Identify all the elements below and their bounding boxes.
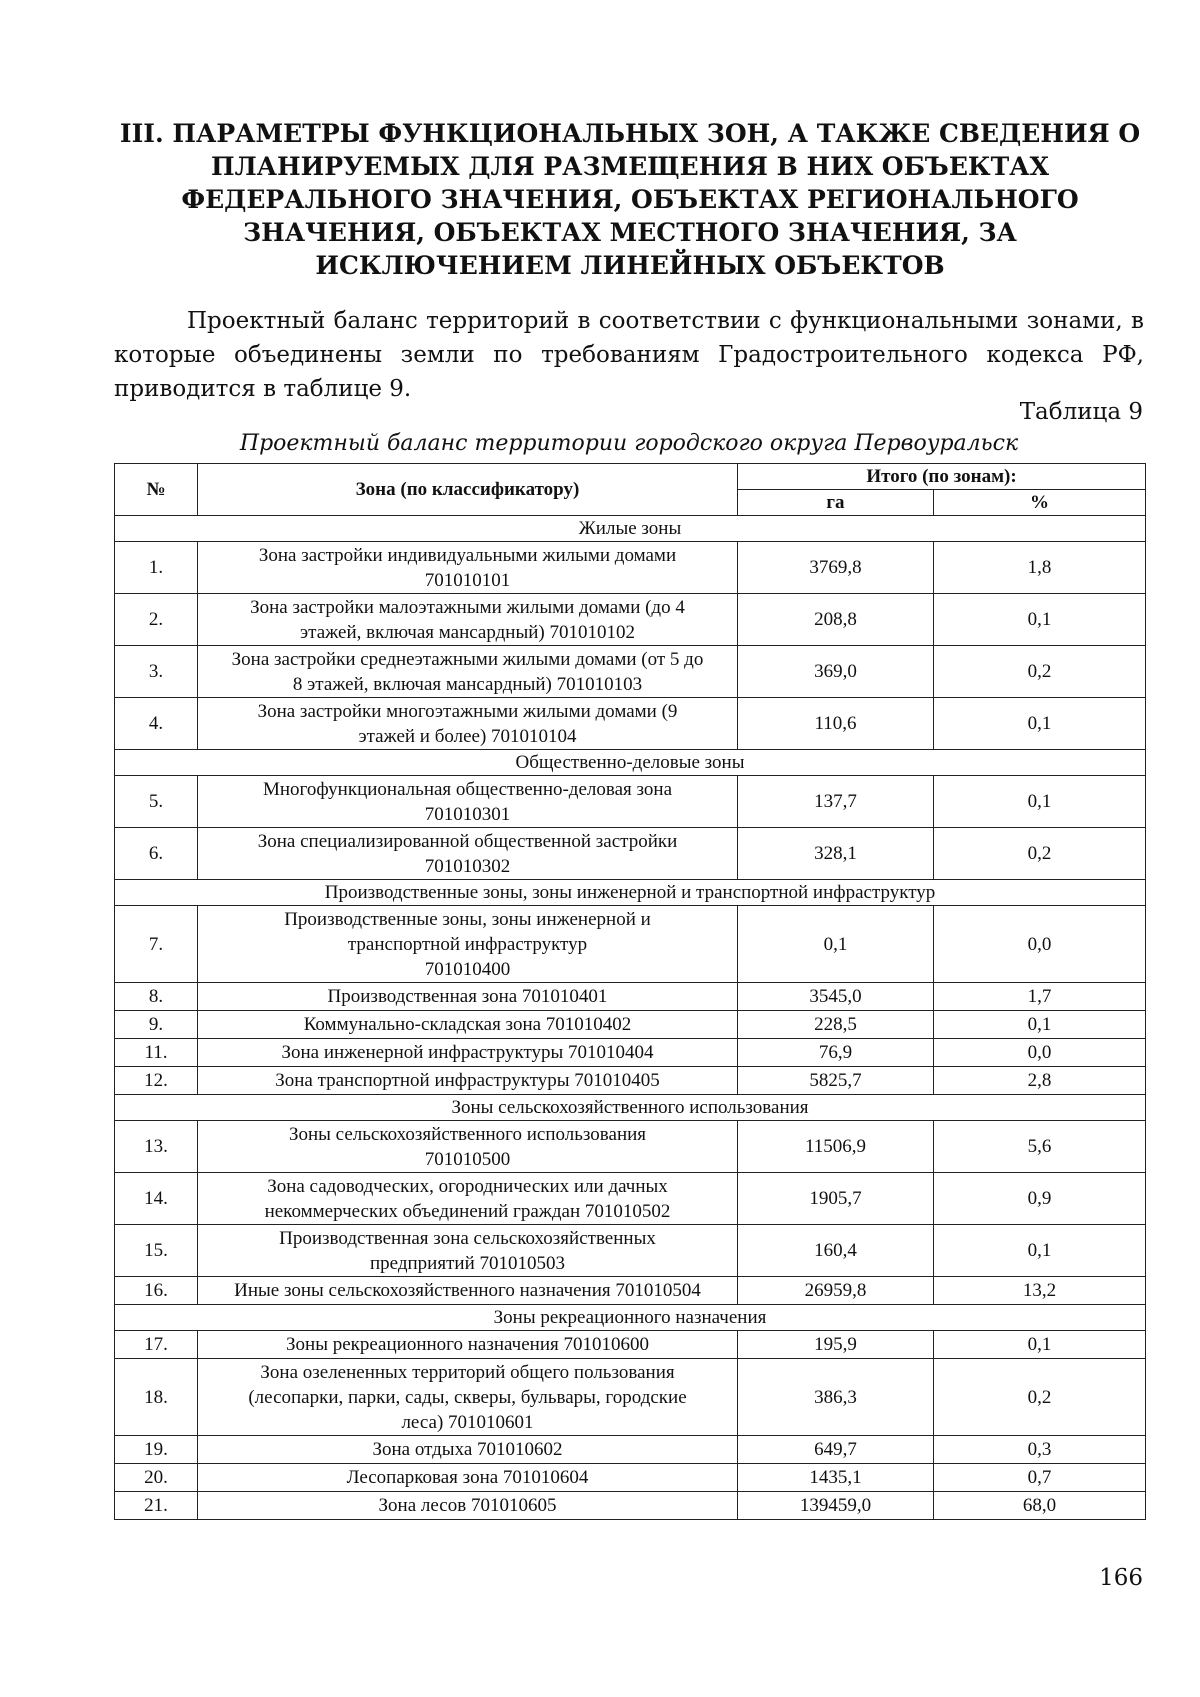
cell-num: 16.: [115, 1277, 198, 1305]
cell-num: 9.: [115, 1011, 198, 1039]
cell-zone: [198, 906, 738, 983]
zone-line: (лесопарки, парки, сады, скверы, бульвары, городские: [248, 1386, 687, 1408]
table-row: [115, 1492, 1146, 1520]
heading-line: ПЛАНИРУЕМЫХ ДЛЯ РАЗМЕЩЕНИЯ В НИХ ОБЪЕКТАХ: [210, 152, 1050, 181]
table-row: [115, 1359, 1146, 1436]
table-row: [115, 1464, 1146, 1492]
table-row: [115, 1121, 1146, 1173]
zone-line: 8 этажей, включая мансардный) 701010103: [292, 673, 643, 695]
zone-line: предприятий 701010503: [370, 1252, 565, 1274]
header-total: Итого (по зонам):: [738, 464, 1146, 490]
cell-ha: 328,1: [738, 828, 934, 880]
cell-pct: 2,8: [934, 1067, 1146, 1095]
cell-pct: 0,1: [934, 698, 1146, 750]
table-row: [115, 828, 1146, 880]
section-row: [115, 516, 1146, 542]
cell-ha: 208,8: [738, 594, 934, 646]
cell-num: 5.: [115, 776, 198, 828]
table-row: [115, 1173, 1146, 1225]
cell-num: 2.: [115, 594, 198, 646]
table-row: [115, 776, 1146, 828]
cell-ha: 5825,7: [738, 1067, 934, 1095]
cell-ha: 26959,8: [738, 1277, 934, 1305]
cell-zone: [198, 1173, 738, 1225]
zone-line: этажей, включая мансардный) 701010102: [300, 621, 635, 643]
cell-zone: [198, 776, 738, 828]
cell-zone: Зона отдыха 701010602: [198, 1436, 738, 1464]
cell-ha: 386,3: [738, 1359, 934, 1436]
zone-line: леса) 701010601: [401, 1411, 534, 1433]
heading-line: ЗНАЧЕНИЯ, ОБЪЕКТАХ МЕСТНОГО ЗНАЧЕНИЯ, ЗА: [243, 218, 1017, 247]
cell-num: 8.: [115, 983, 198, 1011]
cell-zone: Коммунально-складская зона 701010402: [198, 1011, 738, 1039]
zone-line: транспортной инфраструктур: [347, 933, 588, 955]
table-label: Таблица 9: [1019, 399, 1143, 425]
table-row: [115, 1331, 1146, 1359]
section-title: Жилые зоны: [115, 516, 1146, 542]
table-row: [115, 1067, 1146, 1095]
cell-zone: [198, 542, 738, 594]
cell-num: 14.: [115, 1173, 198, 1225]
zone-line: Многофункциональная общественно-деловая зона: [262, 778, 673, 800]
table-row: [115, 1277, 1146, 1305]
cell-num: 1.: [115, 542, 198, 594]
table-row: [115, 1039, 1146, 1067]
cell-num: 13.: [115, 1121, 198, 1173]
section-title: Общественно-деловые зоны: [115, 750, 1146, 776]
zone-line: Зоны сельскохозяйственного использования: [288, 1123, 647, 1145]
zone-line: 701010301: [424, 803, 511, 825]
section-row: [115, 750, 1146, 776]
cell-zone: Зона лесов 701010605: [198, 1492, 738, 1520]
zone-line: Зона застройки малоэтажными жилыми домами (до 4: [250, 596, 685, 618]
cell-pct: 0,0: [934, 1039, 1146, 1067]
cell-pct: 1,8: [934, 542, 1146, 594]
zone-line: Зона застройки индивидуальными жилыми домами: [258, 544, 677, 566]
cell-ha: 110,6: [738, 698, 934, 750]
section-row: [115, 1095, 1146, 1121]
cell-num: 7.: [115, 906, 198, 983]
cell-zone: [198, 698, 738, 750]
heading-line: ИСКЛЮЧЕНИЕМ ЛИНЕЙНЫХ ОБЪЕКТОВ: [315, 251, 945, 280]
cell-pct: 0,1: [934, 776, 1146, 828]
cell-pct: 5,6: [934, 1121, 1146, 1173]
cell-ha: 0,1: [738, 906, 934, 983]
cell-zone: [198, 828, 738, 880]
table-header-row: [115, 464, 1146, 490]
table-row: [115, 1436, 1146, 1464]
cell-pct: 0,1: [934, 1011, 1146, 1039]
cell-zone: Зона инженерной инфраструктуры 701010404: [198, 1039, 738, 1067]
cell-ha: 1905,7: [738, 1173, 934, 1225]
cell-zone: [198, 594, 738, 646]
zone-line: Зона специализированной общественной застройки: [257, 830, 678, 852]
table-row: [115, 1011, 1146, 1039]
cell-ha: 369,0: [738, 646, 934, 698]
cell-num: 6.: [115, 828, 198, 880]
cell-ha: 649,7: [738, 1436, 934, 1464]
cell-num: 21.: [115, 1492, 198, 1520]
table-row: [115, 646, 1146, 698]
cell-pct: 0,9: [934, 1173, 1146, 1225]
page-number: 166: [1099, 1565, 1143, 1591]
cell-num: 4.: [115, 698, 198, 750]
cell-num: 20.: [115, 1464, 198, 1492]
header-num: №: [115, 464, 198, 516]
cell-ha: 137,7: [738, 776, 934, 828]
table-row: [115, 594, 1146, 646]
table-row: [115, 542, 1146, 594]
cell-num: 11.: [115, 1039, 198, 1067]
header-pct: %: [934, 490, 1146, 516]
zone-line: Производственная зона сельскохозяйственных: [279, 1227, 656, 1249]
intro-paragraph: Проектный баланс территорий в соответствии с функциональными зонами, в которые объединены земли по требованиям Градостроительного кодекса РФ, приводится в таблице 9.: [114, 308, 1144, 402]
cell-pct: 0,2: [934, 1359, 1146, 1436]
cell-zone: Иные зоны сельскохозяйственного назначения 701010504: [198, 1277, 738, 1305]
section-title: Производственные зоны, зоны инженерной и транспортной инфраструктур: [115, 880, 1146, 906]
cell-pct: 1,7: [934, 983, 1146, 1011]
header-zone: Зона (по классификатору): [198, 464, 738, 516]
cell-pct: 0,2: [934, 828, 1146, 880]
zone-line: Зона озелененных территорий общего пользования: [260, 1361, 675, 1383]
zone-line: 701010302: [424, 855, 511, 877]
cell-ha: 139459,0: [738, 1492, 934, 1520]
header-ha: га: [738, 490, 934, 516]
cell-zone: [198, 1225, 738, 1277]
cell-zone: [198, 1121, 738, 1173]
cell-pct: 68,0: [934, 1492, 1146, 1520]
territory-balance-table: [114, 463, 1146, 1520]
zone-line: Производственные зоны, зоны инженерной и: [284, 908, 651, 930]
cell-pct: 0,3: [934, 1436, 1146, 1464]
zone-line: этажей и более) 701010104: [358, 725, 577, 747]
table-row: [115, 698, 1146, 750]
cell-pct: 0,0: [934, 906, 1146, 983]
cell-ha: 11506,9: [738, 1121, 934, 1173]
cell-pct: 0,1: [934, 1225, 1146, 1277]
section-title: Зоны рекреационного назначения: [115, 1305, 1146, 1331]
cell-num: 12.: [115, 1067, 198, 1095]
heading-line: ФЕДЕРАЛЬНОГО ЗНАЧЕНИЯ, ОБЪЕКТАХ РЕГИОНАЛЬНОГО: [181, 185, 1079, 214]
zone-line: Зона застройки многоэтажными жилыми домами (9: [257, 700, 678, 722]
cell-num: 15.: [115, 1225, 198, 1277]
cell-ha: 3769,8: [738, 542, 934, 594]
cell-ha: 195,9: [738, 1331, 934, 1359]
cell-pct: 0,7: [934, 1464, 1146, 1492]
cell-zone: Зона транспортной инфраструктуры 701010405: [198, 1067, 738, 1095]
cell-ha: 228,5: [738, 1011, 934, 1039]
table-row: [115, 906, 1146, 983]
cell-zone: Зоны рекреационного назначения 701010600: [198, 1331, 738, 1359]
section-title: Зоны сельскохозяйственного использования: [115, 1095, 1146, 1121]
table-row: [115, 1225, 1146, 1277]
zone-line: 701010400: [424, 958, 511, 980]
zone-line: 701010500: [424, 1148, 511, 1170]
cell-zone: [198, 646, 738, 698]
heading-line: III. ПАРАМЕТРЫ ФУНКЦИОНАЛЬНЫХ ЗОН, А ТАКЖЕ СВЕДЕНИЯ О: [119, 119, 1141, 148]
cell-ha: 3545,0: [738, 983, 934, 1011]
zone-line: Зона садоводческих, огороднических или дачных: [267, 1175, 668, 1197]
zone-line: Зона застройки среднеэтажными жилыми домами (от 5 до: [231, 648, 704, 670]
cell-zone: Лесопарковая зона 701010604: [198, 1464, 738, 1492]
cell-zone: [198, 1359, 738, 1436]
cell-ha: 76,9: [738, 1039, 934, 1067]
section-row: [115, 1305, 1146, 1331]
cell-num: 19.: [115, 1436, 198, 1464]
cell-pct: 13,2: [934, 1277, 1146, 1305]
cell-num: 18.: [115, 1359, 198, 1436]
cell-pct: 0,1: [934, 1331, 1146, 1359]
cell-num: 3.: [115, 646, 198, 698]
cell-zone: Производственная зона 701010401: [198, 983, 738, 1011]
section-row: [115, 880, 1146, 906]
zone-line: 701010101: [424, 569, 511, 591]
cell-pct: 0,1: [934, 594, 1146, 646]
section-heading: [110, 117, 1150, 282]
cell-pct: 0,2: [934, 646, 1146, 698]
cell-ha: 1435,1: [738, 1464, 934, 1492]
cell-ha: 160,4: [738, 1225, 934, 1277]
table-caption: Проектный баланс территории городского округа Первоуральск: [239, 431, 1019, 456]
table-row: [115, 983, 1146, 1011]
zone-line: некоммерческих объединений граждан 701010502: [264, 1200, 671, 1222]
cell-num: 17.: [115, 1331, 198, 1359]
